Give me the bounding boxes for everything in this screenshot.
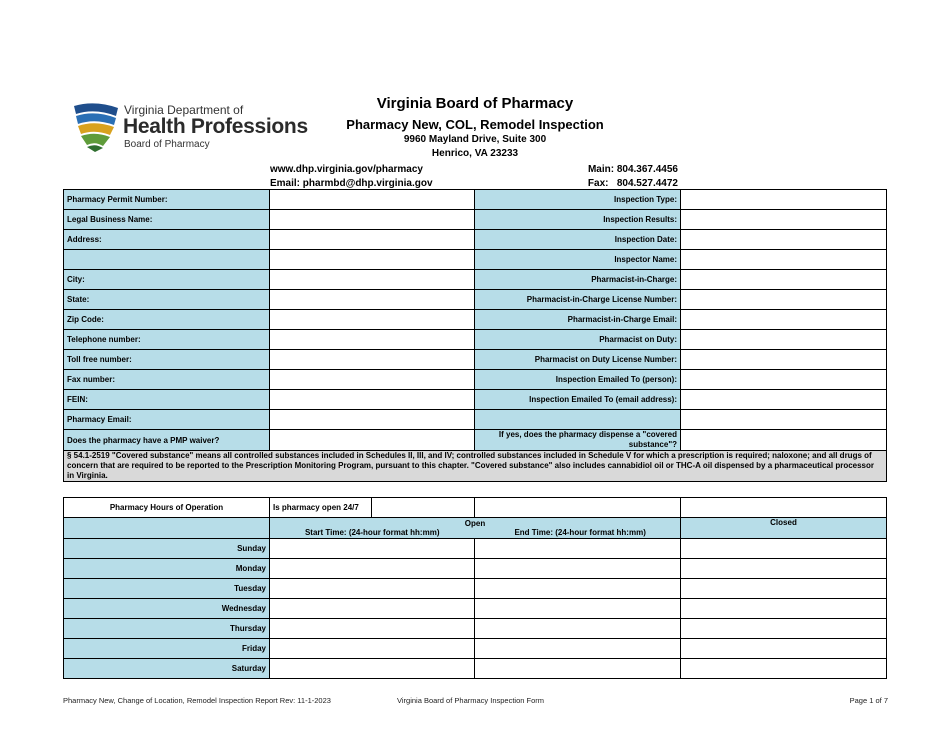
inspection-date-field[interactable]	[681, 230, 887, 250]
form-label: Inspection Emailed To (person):	[475, 370, 681, 390]
email-link[interactable]: Email: pharmbd@dhp.virginia.gov	[270, 178, 433, 189]
hours-table	[63, 497, 887, 679]
open-header	[270, 518, 681, 539]
start-time-field[interactable]	[270, 599, 475, 619]
day-label: Wednesday	[64, 599, 270, 619]
form-row	[64, 410, 887, 430]
form-label: Inspection Date:	[475, 230, 681, 250]
start-time-field[interactable]	[270, 579, 475, 599]
form-label: Does the pharmacy have a PMP waiver?	[64, 430, 270, 451]
closed-label: Closed	[681, 518, 887, 539]
form-row	[64, 430, 887, 451]
end-time-field[interactable]	[475, 659, 681, 679]
zip-code-field[interactable]	[270, 310, 475, 330]
day-label: Monday	[64, 559, 270, 579]
day-row	[64, 539, 887, 559]
day-row	[64, 639, 887, 659]
main-phone: Main: 804.367.4456	[587, 164, 678, 175]
closed-field[interactable]	[681, 579, 887, 599]
form-row	[64, 190, 887, 210]
form-row	[64, 370, 887, 390]
day-label: Thursday	[64, 619, 270, 639]
covered-substance-note: § 54.1-2519 "Covered substance" means all controlled substances included in Schedules II, III, and IV; controlled substances included in Schedule V for which a prescription is required; naloxone; and all drugs of concern that are required to be reported to the Prescription Monitoring Program, pursuant to this chapter. "Covered substance" also includes cannabidiol oil or THC-A oil dispensed by a pharmaceutical processor in Virginia.	[64, 451, 887, 482]
emailed-to-person-field[interactable]	[681, 370, 887, 390]
form-label: State:	[64, 290, 270, 310]
page-subtitle: Pharmacy New, COL, Remodel Inspection	[346, 117, 604, 132]
hours-title: Pharmacy Hours of Operation	[64, 498, 270, 518]
pharmacy-info-form	[63, 189, 887, 482]
form-label: Fax number:	[64, 370, 270, 390]
pmp-waiver-field[interactable]	[270, 430, 475, 451]
form-label: Pharmacist-in-Charge License Number:	[475, 290, 681, 310]
website-link[interactable]: www.dhp.virginia.gov/pharmacy	[270, 164, 423, 175]
hours-column-header	[64, 518, 887, 539]
inspection-type-field[interactable]	[681, 190, 887, 210]
end-time-field[interactable]	[475, 559, 681, 579]
form-label: Pharmacist-in-Charge:	[475, 270, 681, 290]
end-time-label: End Time: (24-hour format hh:mm)	[514, 528, 646, 537]
pharmacy-permit-number-field[interactable]	[270, 190, 475, 210]
pic-license-number-field[interactable]	[681, 290, 887, 310]
day-label: Saturday	[64, 659, 270, 679]
form-label: Inspection Emailed To (email address):	[475, 390, 681, 410]
open-label: Open	[464, 519, 486, 528]
end-time-field[interactable]	[475, 619, 681, 639]
start-time-label: Start Time: (24-hour format hh:mm)	[304, 528, 440, 537]
inspection-results-field[interactable]	[681, 210, 887, 230]
inspector-name-field[interactable]	[681, 250, 887, 270]
form-label: Inspector Name:	[475, 250, 681, 270]
day-row	[64, 599, 887, 619]
fein-field[interactable]	[270, 390, 475, 410]
closed-field[interactable]	[681, 599, 887, 619]
end-time-field[interactable]	[475, 599, 681, 619]
form-label: Inspection Results:	[475, 210, 681, 230]
page-number: Page 1 of 7	[849, 696, 888, 705]
end-time-field[interactable]	[475, 579, 681, 599]
city-field[interactable]	[270, 270, 475, 290]
footer-center: Virginia Board of Pharmacy Inspection Form	[397, 696, 545, 705]
day-row	[64, 619, 887, 639]
toll-free-number-field[interactable]	[270, 350, 475, 370]
start-time-field[interactable]	[270, 639, 475, 659]
form-label: Pharmacy Email:	[64, 410, 270, 430]
closed-field[interactable]	[681, 559, 887, 579]
form-label	[64, 250, 270, 270]
end-time-field[interactable]	[475, 539, 681, 559]
dhp-shield-icon	[70, 100, 120, 152]
day-row	[64, 659, 887, 679]
form-label: Legal Business Name:	[64, 210, 270, 230]
form-label	[475, 410, 681, 430]
form-row	[64, 210, 887, 230]
form-label: Address:	[64, 230, 270, 250]
pic-email-field[interactable]	[681, 310, 887, 330]
form-label: Pharmacy Permit Number:	[64, 190, 270, 210]
form-row	[64, 290, 887, 310]
form-label: Zip Code:	[64, 310, 270, 330]
pharmacist-on-duty-field[interactable]	[681, 330, 887, 350]
start-time-field[interactable]	[270, 659, 475, 679]
logo-line-2: Health Professions	[123, 115, 308, 138]
form-row	[64, 350, 887, 370]
form-row	[64, 310, 887, 330]
time-subheaders	[270, 528, 680, 537]
logo-line-3: Board of Pharmacy	[124, 139, 210, 150]
telephone-number-field[interactable]	[270, 330, 475, 350]
closed-field[interactable]	[681, 659, 887, 679]
fax-number: Fax: 804.527.4472	[587, 178, 678, 189]
end-time-field[interactable]	[475, 639, 681, 659]
footer-left: Pharmacy New, Change of Location, Remodel Inspection Report Rev: 11-1-2023	[63, 696, 331, 705]
form-label: Telephone number:	[64, 330, 270, 350]
form-label: Toll free number:	[64, 350, 270, 370]
form-row	[64, 230, 887, 250]
emailed-to-address-field[interactable]	[681, 390, 887, 410]
open-247-label: Is pharmacy open 24/7	[270, 498, 372, 518]
address-line-2: Henrico, VA 23233	[431, 148, 519, 159]
day-label: Friday	[64, 639, 270, 659]
logo-line-1: Virginia Department of	[124, 103, 244, 117]
start-time-field[interactable]	[270, 619, 475, 639]
day-label: Tuesday	[64, 579, 270, 599]
page-title: Virginia Board of Pharmacy	[376, 95, 574, 112]
address-line-2-field[interactable]	[270, 250, 475, 270]
address-line-1: 9960 Mayland Drive, Suite 300	[403, 134, 547, 145]
note-row	[64, 451, 887, 482]
start-time-field[interactable]	[270, 559, 475, 579]
form-row	[64, 270, 887, 290]
form-label: Pharmacist on Duty:	[475, 330, 681, 350]
pod-license-number-field[interactable]	[681, 350, 887, 370]
day-row	[64, 579, 887, 599]
form-row	[64, 330, 887, 350]
legal-business-name-field[interactable]	[270, 210, 475, 230]
form-label: FEIN:	[64, 390, 270, 410]
blank-header	[64, 518, 270, 539]
form-label: If yes, does the pharmacy dispense a "covered substance"?	[475, 430, 681, 451]
form-label: Pharmacist-in-Charge Email:	[475, 310, 681, 330]
covered-substance-field[interactable]	[681, 430, 887, 451]
closed-field[interactable]	[681, 619, 887, 639]
closed-field[interactable]	[681, 539, 887, 559]
hours-header-row	[64, 498, 887, 518]
form-row	[64, 390, 887, 410]
pharmacy-email-field[interactable]	[270, 410, 475, 430]
closed-field[interactable]	[681, 639, 887, 659]
blank-field	[681, 498, 887, 518]
dhp-logo	[70, 100, 330, 152]
fax-number-field[interactable]	[270, 370, 475, 390]
day-row	[64, 559, 887, 579]
blank-field	[475, 498, 681, 518]
start-time-field[interactable]	[270, 539, 475, 559]
form-label: Inspection Type:	[475, 190, 681, 210]
address-field[interactable]	[270, 230, 475, 250]
blank-field[interactable]	[681, 410, 887, 430]
pharmacist-in-charge-field[interactable]	[681, 270, 887, 290]
form-label: City:	[64, 270, 270, 290]
form-row	[64, 250, 887, 270]
form-label: Pharmacist on Duty License Number:	[475, 350, 681, 370]
state-field[interactable]	[270, 290, 475, 310]
open-247-field[interactable]	[372, 498, 475, 518]
day-label: Sunday	[64, 539, 270, 559]
